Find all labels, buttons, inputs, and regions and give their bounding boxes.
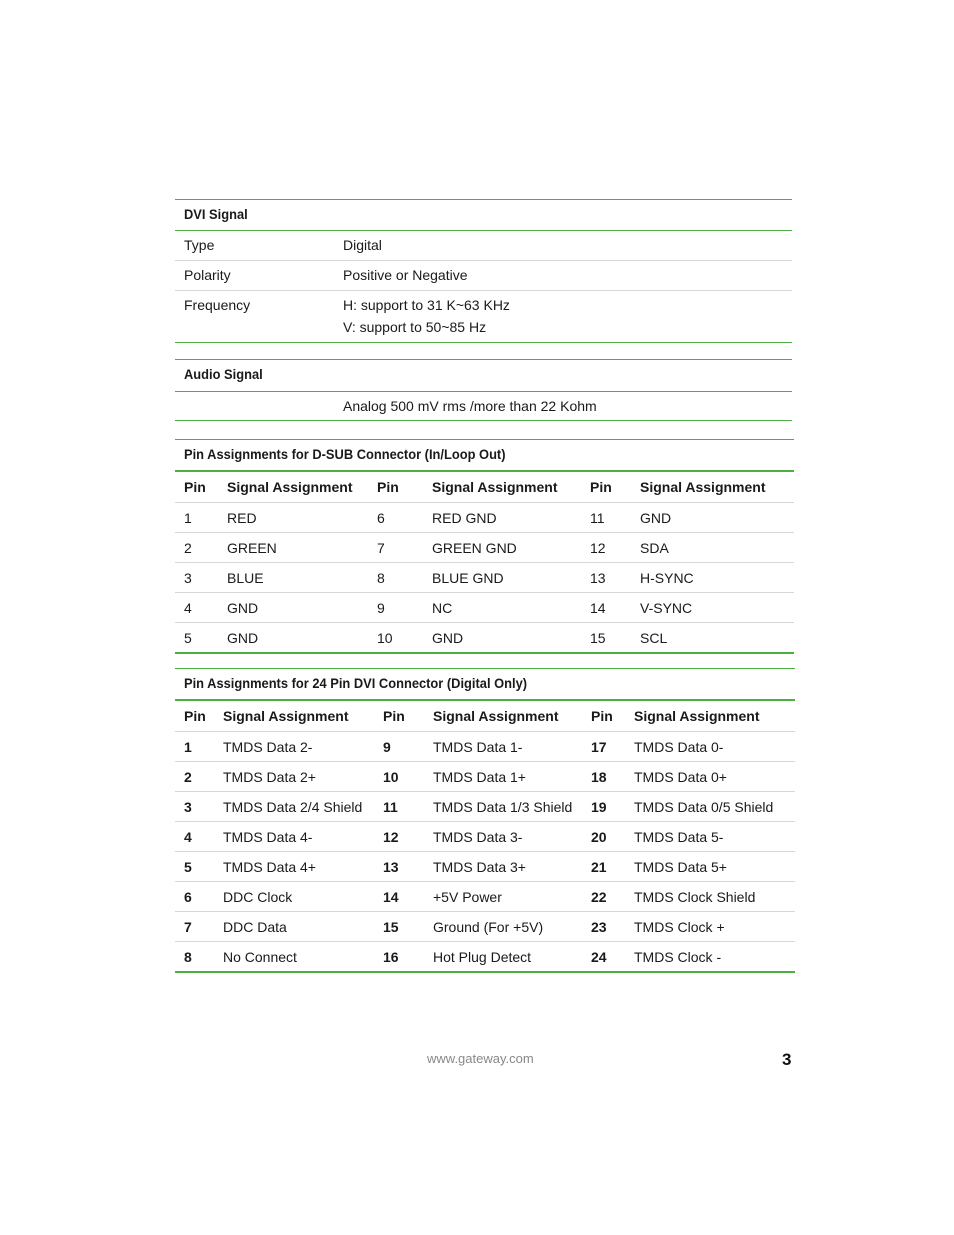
row-value-secondary: V: support to 50~85 Hz <box>343 319 487 335</box>
table-cell: NC <box>432 593 590 623</box>
table-cell: 13 <box>590 563 640 593</box>
table-cell: 19 <box>591 792 634 822</box>
table-cell: 10 <box>383 762 433 792</box>
table-cell: 22 <box>591 882 634 912</box>
table-cell: GND <box>432 629 464 646</box>
table-cell: 2 <box>175 533 227 563</box>
table-cell: No Connect <box>223 948 297 965</box>
table-cell: TMDS Clock + <box>634 912 795 942</box>
dsub-pin-table <box>175 472 794 652</box>
table-cell: 9 <box>377 593 432 623</box>
table-cell: TMDS Data 3+ <box>433 852 591 882</box>
dvi24-pin-title: Pin Assignments for 24 Pin DVI Connector (Digital Only) <box>184 675 528 691</box>
table-row <box>175 533 794 563</box>
audio-signal-title: Audio Signal <box>184 366 263 382</box>
table-header-row <box>175 701 795 732</box>
table-row <box>175 623 794 653</box>
table-cell: 13 <box>383 852 433 882</box>
table-cell: 6 <box>377 503 432 533</box>
table-cell: 16 <box>383 948 399 965</box>
table-cell: TMDS Data 0/5 Shield <box>634 792 795 822</box>
column-header: Signal Assignment <box>432 472 590 503</box>
audio-signal-row <box>175 392 792 420</box>
table-cell: 9 <box>383 732 433 762</box>
table-row <box>175 912 795 942</box>
table-cell: TMDS Data 2- <box>223 732 383 762</box>
dvi24-pin-header <box>175 669 795 701</box>
table-cell: TMDS Data 1+ <box>433 762 591 792</box>
table-cell: 7 <box>175 912 223 942</box>
table-cell: TMDS Clock - <box>634 948 722 965</box>
table-cell: BLUE <box>227 563 377 593</box>
table-cell: GND <box>227 629 259 646</box>
table-cell: DDC Data <box>223 912 383 942</box>
table-cell: TMDS Data 1- <box>433 732 591 762</box>
column-header: Signal Assignment <box>433 701 591 732</box>
dvi-type-row <box>175 231 792 261</box>
table-cell: BLUE GND <box>432 563 590 593</box>
table-cell: 8 <box>184 948 192 965</box>
table-cell: TMDS Data 4- <box>223 822 383 852</box>
table-cell: 12 <box>383 822 433 852</box>
table-cell: 10 <box>377 629 393 646</box>
row-label: Polarity <box>184 267 231 283</box>
table-cell: 20 <box>591 822 634 852</box>
table-cell: 4 <box>175 593 227 623</box>
table-cell: 5 <box>175 852 223 882</box>
page-number: 3 <box>782 1050 792 1069</box>
table-row <box>175 882 795 912</box>
table-cell: TMDS Clock Shield <box>634 882 795 912</box>
table-cell: DDC Clock <box>223 882 383 912</box>
table-cell: SDA <box>640 533 794 563</box>
table-row <box>175 563 794 593</box>
dvi-signal-title: DVI Signal <box>184 206 248 222</box>
table-cell: 4 <box>175 822 223 852</box>
table-cell: 11 <box>590 503 640 533</box>
table-cell: 17 <box>591 732 634 762</box>
column-header: Pin <box>383 701 433 732</box>
table-cell: 14 <box>590 593 640 623</box>
table-row <box>175 762 795 792</box>
table-cell: 24 <box>591 948 607 965</box>
table-cell: GND <box>640 503 794 533</box>
table-cell: TMDS Data 5+ <box>634 852 795 882</box>
table-cell: 1 <box>175 503 227 533</box>
table-row <box>175 503 794 533</box>
dvi-frequency-row <box>175 291 792 342</box>
table-cell: GREEN <box>227 533 377 563</box>
table-row <box>175 942 795 972</box>
column-header: Signal Assignment <box>640 472 794 503</box>
table-row <box>175 792 795 822</box>
table-cell: 6 <box>175 882 223 912</box>
row-label: Type <box>184 237 215 253</box>
table-cell: SCL <box>640 629 668 646</box>
table-cell: V-SYNC <box>640 593 794 623</box>
column-header: Signal Assignment <box>634 701 795 732</box>
table-cell: TMDS Data 3- <box>433 822 591 852</box>
table-cell: 14 <box>383 882 433 912</box>
row-label: Frequency <box>184 297 251 313</box>
table-cell: RED <box>227 503 377 533</box>
table-cell: RED GND <box>432 503 590 533</box>
row-value: Positive or Negative <box>343 267 468 283</box>
table-cell: TMDS Data 0+ <box>634 762 795 792</box>
table-header-row <box>175 472 794 503</box>
column-header: Pin <box>175 472 227 503</box>
footer-url[interactable]: www.gateway.com <box>427 1051 534 1066</box>
table-cell: H-SYNC <box>640 563 794 593</box>
column-header: Pin <box>591 701 634 732</box>
table-cell: +5V Power <box>433 882 591 912</box>
table-cell: 8 <box>377 563 432 593</box>
dvi24-pin-section <box>175 668 795 973</box>
table-cell: TMDS Data 4+ <box>223 852 383 882</box>
table-cell: 15 <box>383 912 433 942</box>
table-row <box>175 822 795 852</box>
table-cell: TMDS Data 5- <box>634 822 795 852</box>
table-cell: GND <box>227 593 377 623</box>
table-cell: 2 <box>175 762 223 792</box>
column-header: Pin <box>590 472 640 503</box>
dvi-polarity-row <box>175 261 792 291</box>
dvi-signal-header <box>175 200 792 231</box>
table-row <box>175 732 795 762</box>
dvi24-pin-table <box>175 701 795 971</box>
column-header: Signal Assignment <box>223 701 383 732</box>
table-cell: TMDS Data 2+ <box>223 762 383 792</box>
table-row <box>175 852 795 882</box>
table-row <box>175 593 794 623</box>
dsub-pin-section <box>175 439 794 654</box>
table-cell: 1 <box>175 732 223 762</box>
column-header: Signal Assignment <box>227 472 377 503</box>
table-cell: Ground (For +5V) <box>433 912 591 942</box>
column-header: Pin <box>377 472 432 503</box>
table-cell: 11 <box>383 792 433 822</box>
audio-signal-value: Analog 500 mV rms /more than 22 Kohm <box>343 398 597 414</box>
table-cell: 18 <box>591 762 634 792</box>
row-value: H: support to 31 K~63 KHz <box>343 297 510 313</box>
table-cell: 12 <box>590 533 640 563</box>
row-value: Digital <box>343 237 382 253</box>
table-cell: TMDS Data 2/4 Shield <box>223 792 383 822</box>
dsub-pin-header <box>175 440 794 472</box>
dsub-pin-title: Pin Assignments for D-SUB Connector (In/Loop Out) <box>184 446 506 462</box>
table-cell: 7 <box>377 533 432 563</box>
column-header: Pin <box>175 701 223 732</box>
table-cell: 21 <box>591 852 634 882</box>
table-cell: GREEN GND <box>432 533 590 563</box>
table-cell: 3 <box>175 792 223 822</box>
table-cell: Hot Plug Detect <box>433 948 532 965</box>
table-cell: 5 <box>184 629 192 646</box>
table-cell: 3 <box>175 563 227 593</box>
dvi-signal-section <box>175 199 792 343</box>
audio-signal-section <box>175 359 792 421</box>
table-cell: 15 <box>590 629 606 646</box>
table-cell: TMDS Data 0- <box>634 732 795 762</box>
table-cell: TMDS Data 1/3 Shield <box>433 792 591 822</box>
audio-signal-header <box>175 360 792 392</box>
table-cell: 23 <box>591 912 634 942</box>
